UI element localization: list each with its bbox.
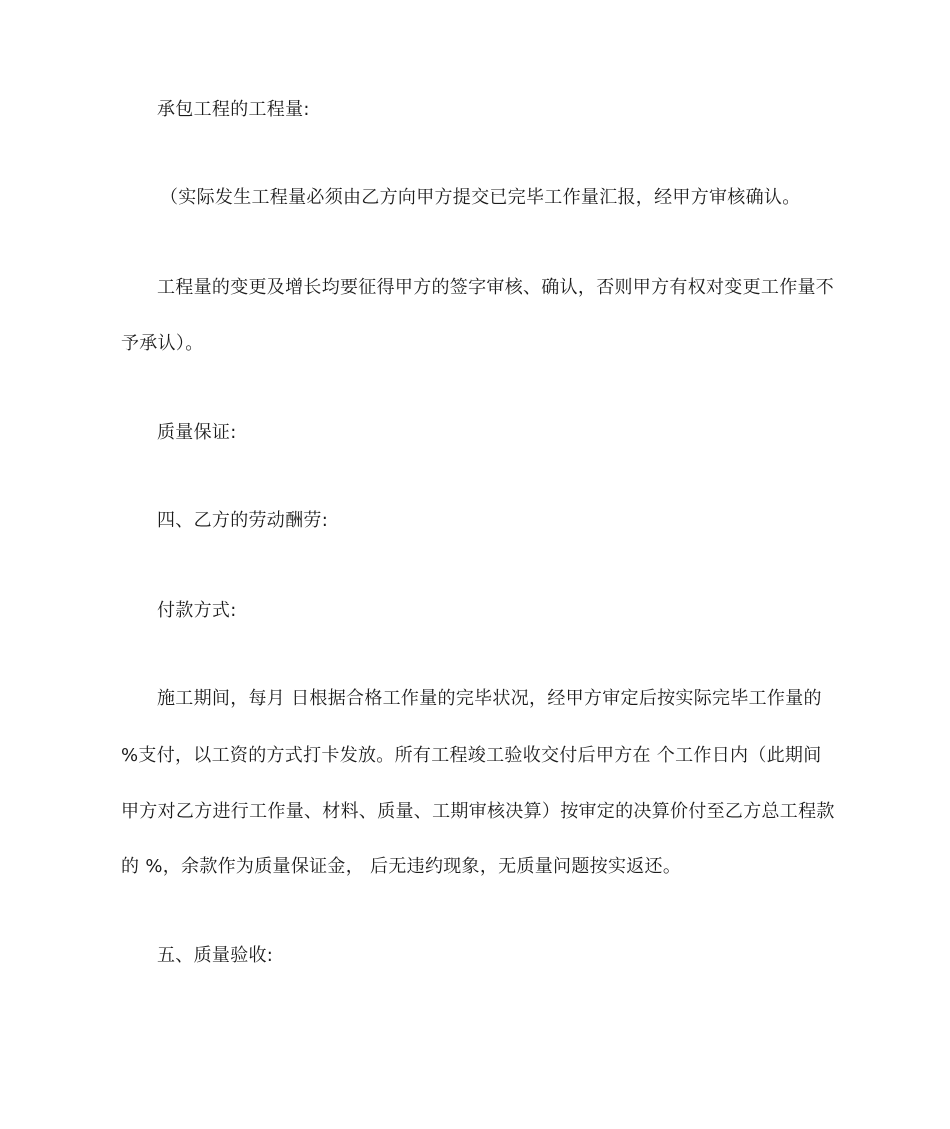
paragraph-line-payment-terms-1: 施工期间，每月 日根据合格工作量的完毕状况，经甲方审定后按实际完毕工作量的 bbox=[157, 688, 822, 709]
paragraph-line-payment-terms-3: 甲方对乙方进行工作量、材料、质量、工期审核决算）按审定的决算价付至乙方总工程款 bbox=[121, 801, 835, 822]
paragraph-line-quality-guarantee-heading: 质量保证: bbox=[157, 422, 237, 443]
paragraph-line-quantity-change-cont: 予承认）。 bbox=[121, 333, 204, 354]
section-heading-five-quality-acceptance: 五、质量验收: bbox=[157, 945, 274, 966]
paragraph-line-payment-terms-2: %支付，以工资的方式打卡发放。所有工程竣工验收交付后甲方在 个工作日内（此期间 bbox=[121, 745, 822, 766]
paragraph-line-contract-quantity-heading: 承包工程的工程量: bbox=[157, 99, 310, 120]
paragraph-line-actual-quantity: （实际发生工程量必须由乙方向甲方提交已完毕工作量汇报，经甲方审核确认。 bbox=[160, 187, 801, 208]
paragraph-line-quantity-change: 工程量的变更及增长均要征得甲方的签字审核、确认，否则甲方有权对变更工作量不 bbox=[157, 277, 835, 298]
paragraph-line-payment-terms-4: 的 %，余款作为质量保证金， 后无违约现象，无质量问题按实返还。 bbox=[121, 856, 682, 877]
paragraph-line-payment-method-heading: 付款方式: bbox=[157, 600, 237, 621]
section-heading-four-remuneration: 四、乙方的劳动酬劳: bbox=[157, 510, 329, 531]
